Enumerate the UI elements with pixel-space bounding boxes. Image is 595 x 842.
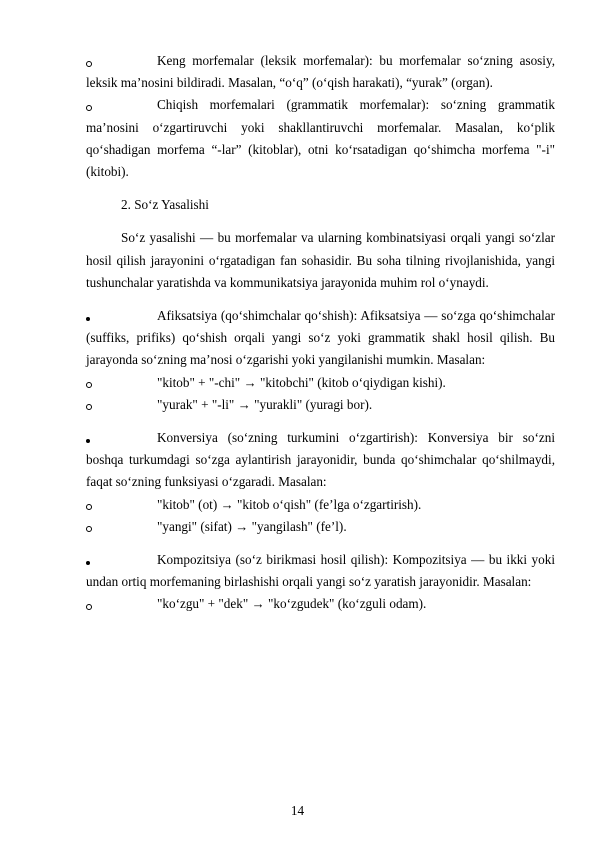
page-number: 14 xyxy=(290,803,305,818)
circle-bullet-icon xyxy=(86,105,92,111)
bullet-icon xyxy=(86,561,90,565)
list-item-text: Afiksatsiya (qo‘shimchalar qo‘shish): Afiksatsiya — so‘zga qo‘shimchalar (suffiks, prifiks) qo‘shish orqali yangi so‘z yoki grammatik shakl hosil qilish. Bu jarayonda so‘zning ma’nosi o‘zgarishi yoki yangilanishi mumkin. Masalan: xyxy=(86,308,555,368)
example-text: "kitob" + "-chi" → "kitobchi" (kitob o‘qiydigan kishi). xyxy=(157,374,446,390)
list-item-text: Keng morfemalar (leksik morfemalar): bu morfemalar so‘zning asosiy, leksik ma’nosini bildiradi. Masalan, “o‘q” (o‘qish harakati), “yurak” (organ). xyxy=(86,53,555,91)
list-item xyxy=(86,50,555,94)
list-item xyxy=(86,494,555,516)
circle-bullet-icon xyxy=(86,526,92,532)
list-item xyxy=(86,372,555,394)
circle-bullet-icon xyxy=(86,604,92,610)
section-heading: 2. So‘z Yasalishi xyxy=(121,197,209,213)
list-item xyxy=(86,305,555,372)
list-item xyxy=(86,593,555,615)
list-item xyxy=(86,516,555,538)
list-item xyxy=(86,549,555,593)
list-item xyxy=(86,427,555,494)
section-intro: So‘z yasalishi — bu morfemalar va ularning kombinatsiyasi orqali yangi so‘zlar hosil qilish jarayonini o‘rgatadigan fan sohasidir. Bu soha tilning rivojlanishida, yangi tushunchalar yaratishda va kommunikatsiya jarayonida muhim rol o‘ynaydi. xyxy=(86,230,555,290)
example-text: "yurak" + "-li" → "yurakli" (yuragi bor). xyxy=(157,396,373,412)
circle-bullet-icon xyxy=(86,404,92,410)
document-page xyxy=(86,50,555,616)
list-item xyxy=(86,94,555,183)
list-item-text: Konversiya (so‘zning turkumini o‘zgartirish): Konversiya bir so‘zni boshqa turkumdagi so‘zga aylantirish jarayonidir, bunda qo‘shimchalar qo‘shilmaydi, faqat so‘zning funksiyasi o‘zgaradi. Masalan: xyxy=(86,430,555,490)
example-text: "ko‘zgu" + "dek" → "ko‘zgudek" (ko‘zguli odam). xyxy=(157,596,427,612)
bullet-icon xyxy=(86,317,90,321)
list-item-text: Kompozitsiya (so‘z birikmasi hosil qilish): Kompozitsiya — bu ikki yoki undan ortiq morfemaning birlashishi orqali yangi so‘z yaratish jarayonidir. Masalan: xyxy=(86,552,555,590)
bullet-icon xyxy=(86,439,90,443)
example-text: "yangi" (sifat) → "yangilash" (fe’l). xyxy=(157,518,347,534)
circle-bullet-icon xyxy=(86,504,92,510)
circle-bullet-icon xyxy=(86,61,92,67)
list-item-text: Chiqish morfemalari (grammatik morfemalar): so‘zning grammatik ma’nosini o‘zgartiruvchi yoki shakllantiruvchi morfemalar. Masalan, ko‘plik qo‘shadigan morfema “-lar” (kitoblar), otni ko‘rsatadigan qo‘shimcha morfema "-i" (kitobi). xyxy=(86,97,555,180)
example-text: "kitob" (ot) → "kitob o‘qish" (fe’lga o‘zgartirish). xyxy=(157,496,422,512)
circle-bullet-icon xyxy=(86,382,92,388)
list-item xyxy=(86,394,555,416)
